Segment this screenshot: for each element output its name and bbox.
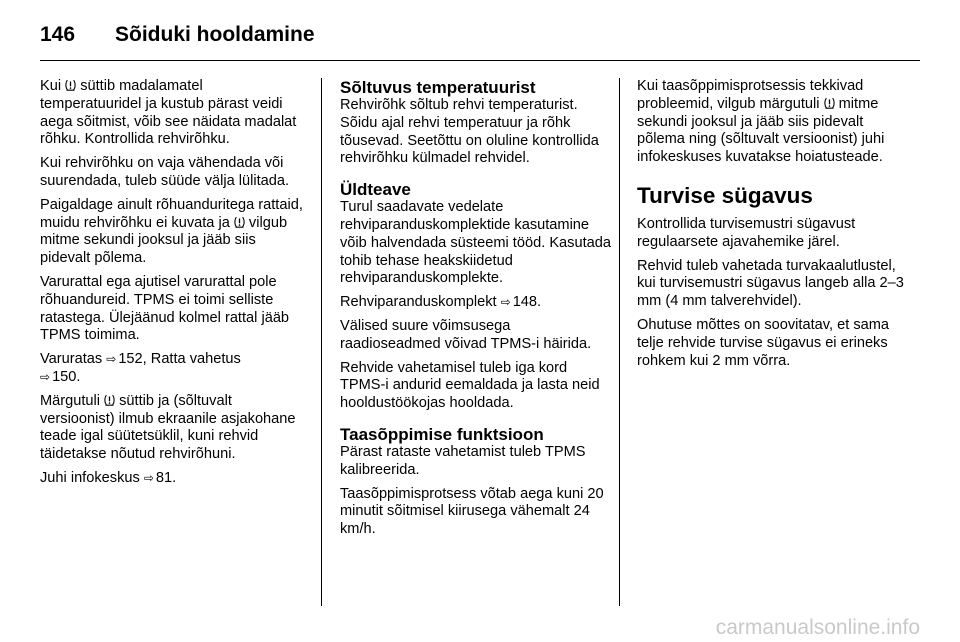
paragraph: Rehvid tuleb vahetada turvakaalutlustel, kui turvisemustri sügavus langeb alla 2–3 mm (4 mm talverehvidel). (637, 257, 904, 310)
text-run: süttib ja (sõltuvalt versioonist) ilmub ekraanile asjakohane teade igal süütetsüklil, kuni rehvid täidetakse nõutud rehvirõhuni. (40, 392, 296, 463)
tire-pressure-warning-icon (65, 79, 76, 91)
text-run: Paigaldage ainult rõhuanduritega rattaid, muidu rehvirõhku ei kuvata ja (40, 196, 303, 231)
page-number: 146 (40, 23, 76, 46)
page-reference-link[interactable]: 148. (512, 294, 542, 311)
paragraph (40, 351, 308, 387)
column-divider-right (619, 78, 620, 606)
column-right (637, 78, 909, 376)
paragraph (340, 294, 612, 312)
paragraph (40, 197, 308, 268)
text-run: Kui (40, 78, 66, 94)
watermark: carmanualsonline.info (715, 616, 920, 639)
tire-pressure-warning-icon (234, 216, 245, 228)
paragraph: Rehvide vahetamisel tuleb iga kord TPMS-i andurid eemaldada ja lasta neid hooldustöökojas hooldada. (340, 359, 600, 412)
page-reference-arrow-icon: ⇨ (40, 369, 51, 384)
column-middle (340, 78, 612, 545)
paragraph (637, 78, 909, 167)
text-run: , Ratta vahetus (142, 351, 241, 368)
page-reference-arrow-icon: ⇨ (500, 295, 511, 310)
text-run: Varuratas (40, 351, 107, 368)
column-divider-left (321, 78, 322, 606)
section-heading: Sõltuvus temperatuurist (340, 78, 536, 97)
text-run: Kui taasõppimisprotsessis tekkivad probleemid, vilgub märgutuli (637, 78, 864, 112)
section-heading: Üldteave (340, 180, 411, 200)
page-reference-link[interactable]: 81. (155, 469, 177, 486)
paragraph: Välised suure võimsusega raadioseadmed võivad TPMS-i häirida. (340, 317, 592, 352)
text-run: Rehviparanduskomplekt (340, 294, 501, 311)
paragraph (40, 78, 308, 149)
text-run: Märgutuli (40, 392, 105, 409)
page-header (40, 20, 920, 61)
paragraph: Rehvirõhk sõltub rehvi temperaturist. Sõidu ajal rehvi temperatuur ja rõhk tõusevad. Seetõttu on oluline kontrollida rehvirõhku külmadel rehvidel. (340, 97, 599, 167)
text-run: vilgub mitme sekundi jooksul ja jääb siis pidevalt põlema. (40, 214, 288, 267)
paragraph: Kontrollida turvisemustri sügavust regulaarsete ajavahemike järel. (637, 215, 856, 250)
paragraph: Kui rehvirõhku on vaja vähendada või suurendada, tuleb süüde välja lülitada. (40, 155, 290, 189)
paragraph: Varurattal ega ajutisel varurattal pole rõhuandureid. TPMS ei toimi selliste ratastega. Ülejäänud kolmel rattal jääb TPMS toimima. (40, 273, 290, 344)
tire-pressure-warning-icon (104, 394, 115, 406)
page-reference-arrow-icon: ⇨ (143, 470, 154, 485)
column-left (40, 78, 308, 494)
text-run: Juhi infokeskus (40, 469, 144, 486)
tire-pressure-warning-icon (824, 97, 835, 109)
page-reference-link[interactable]: 152 (118, 351, 143, 368)
paragraph (40, 470, 308, 488)
page-reference-arrow-icon: ⇨ (106, 352, 117, 367)
paragraph: Pärast rataste vahetamist tuleb TPMS kalibreerida. (340, 443, 586, 478)
section-heading: Taasõppimise funktsioon (340, 424, 544, 444)
paragraph: Turul saadavate vedelate rehviparanduskomplektide kasutamine võib halvendada süsteemi tööd. Kasutada tohib tehase heakskiidetud rehviparanduskomplekte. (340, 199, 611, 287)
paragraph (40, 393, 308, 464)
text-run: süttib madalamatel temperatuuridel ja kustub pärast veidi aega sõitmist, võib see näidata madalat rõhku. Kontrollida rehvirõhku. (40, 78, 297, 148)
text-run: mitme sekundi jooksul ja jääb siis pidevalt põlema ning (sõltuvalt versioonist) juhi infokeskuses kuvatakse hoiatusteade. (637, 95, 885, 166)
chapter-title: Sõiduki hooldamine (115, 23, 315, 46)
section-title: Turvise sügavus (637, 182, 813, 208)
paragraph: Ohutuse mõttes on soovitatav, et sama telje rehvide turvise sügavus ei erineks rohkem kui 2 mm võrra. (637, 316, 890, 369)
paragraph: Taasõppimisprotsess võtab aega kuni 20 minutit sõitmisel kiirusega vähemalt 24 km/h. (340, 485, 604, 538)
page-reference-link[interactable]: 150. (52, 368, 81, 385)
